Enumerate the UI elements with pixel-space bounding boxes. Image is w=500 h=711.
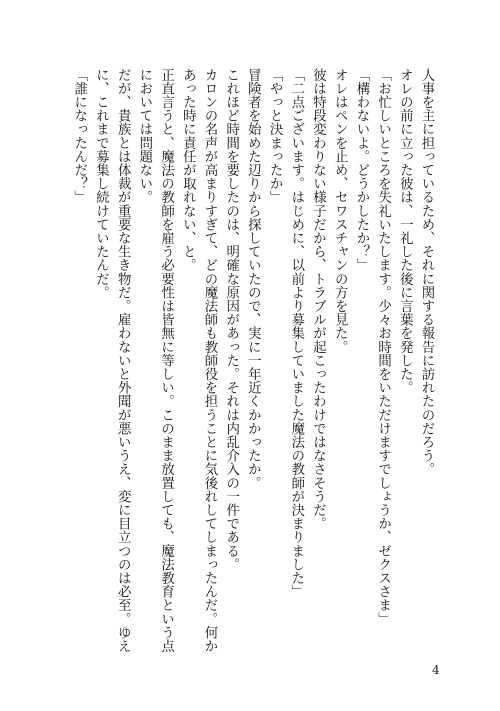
- text-line: 「構わないよ。どうかしたか？」: [353, 68, 369, 272]
- text-line: 「誰になったんだ？」: [71, 68, 87, 204]
- text-line: 「やっと決まったか」: [267, 68, 283, 204]
- text-line: 冒険者を始めた辺りから探していたので、実に一年近くかかったか。: [245, 68, 261, 490]
- text-line: 「二点ございます。はじめに、以前より募集していました魔法の教師が決まりました」: [288, 68, 304, 599]
- text-line: カロンの名声が高まりすぎて、どの魔法師も教師役を担うことに気後れしてしまったんだ。何か: [201, 68, 217, 653]
- text-line: だが、貴族とは体裁が重要な生き物だ。雇わないと外聞が悪いうえ、変に目立つのは必至。ゆえ: [115, 68, 131, 653]
- text-line: 人事を主に担っているため、それに関する報告に訪れたのだろう。: [419, 68, 434, 476]
- text-line: オレの前に立った彼は、一礼した後に言葉を発した。: [397, 68, 413, 395]
- text-line: あった時に責任が取れない、と。: [180, 68, 196, 272]
- text-line: 正直言うと、魔法の教師を雇う必要性は皆無に等しい。このまま放置しても、魔法教育という点: [158, 68, 174, 653]
- text-line: においては問題ない。: [136, 68, 152, 204]
- text-line: 彼は特段変わりない様子だから、トラブルが起こったわけではなさそうだ。: [310, 68, 326, 531]
- vertical-text-block: [68, 68, 437, 653]
- page-number: 4: [432, 663, 440, 677]
- text-line: 「お忙しいところを失礼いたします。少々お時間をいただけますでしょうか、ゼクスさま」: [375, 68, 391, 626]
- text-line: オレはペンを止め、セワスチャンの方を見た。: [332, 68, 348, 354]
- text-line: に、これまで募集し続けていたんだ。: [93, 68, 109, 300]
- text-line: これほど時間を要したのは、明確な原因があった。それは内乱介入の一件である。: [223, 68, 239, 572]
